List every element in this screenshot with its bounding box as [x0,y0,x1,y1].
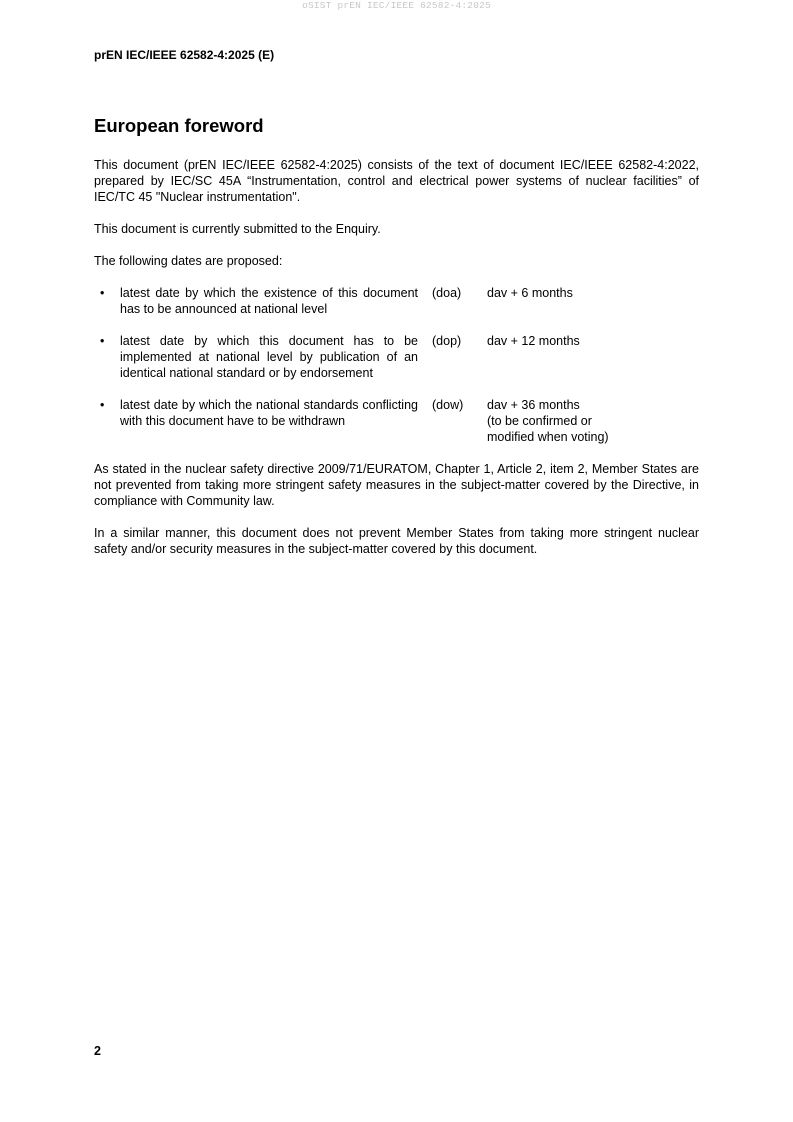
date-item-doa [94,285,699,317]
document-identifier: prEN IEC/IEEE 62582-4:2025 (E) [94,48,275,62]
date-code: (dop) [432,334,462,348]
bullet: • [100,286,105,300]
date-code: (doa) [432,286,462,300]
intro-paragraph: This document (prEN IEC/IEEE 62582-4:2025) consists of the text of document IEC/IEEE 62582-4:2022, prepared by IEC/SC 45A “Instrumentation, control and electrical power systems of nuclear facilities” of IEC/TC 45 "Nuclear instrumentation". [94,158,699,204]
bullet: • [100,398,105,412]
date-description: latest date by which this document has to be implemented at national level by publication of an identical national standard or by endorsement [120,334,418,380]
date-code: (dow) [432,398,464,412]
dates-intro-paragraph: The following dates are proposed: [94,254,283,268]
date-description: latest date by which the existence of this document has to be announced at national level [120,286,418,316]
page-number: 2 [94,1044,101,1058]
date-item-dow [94,397,699,445]
proposed-dates-list [94,285,699,445]
date-description: latest date by which the national standards conflicting with this document have to be withdrawn [120,398,418,428]
date-value: dav + 36 months (to be confirmed or modified when voting) [487,398,609,444]
watermark: oSIST prEN IEC/IEEE 62582-4:2025 [302,0,491,11]
date-item-dop [94,333,699,381]
date-value: dav + 12 months [487,334,580,348]
foreword-body [94,157,699,573]
page-title: European foreword [94,115,264,136]
date-value: dav + 6 months [487,286,573,300]
directive-paragraph: As stated in the nuclear safety directive 2009/71/EURATOM, Chapter 1, Article 2, item 2, Member States are not prevented from taking more stringent safety measures in the subject-matter covered by the Directive, in compliance with Community law. [94,462,699,508]
bullet: • [100,334,105,348]
enquiry-paragraph: This document is currently submitted to the Enquiry. [94,222,381,236]
similar-manner-paragraph: In a similar manner, this document does not prevent Member States from taking more stringent nuclear safety and/or security measures in the subject-matter covered by this document. [94,526,699,556]
